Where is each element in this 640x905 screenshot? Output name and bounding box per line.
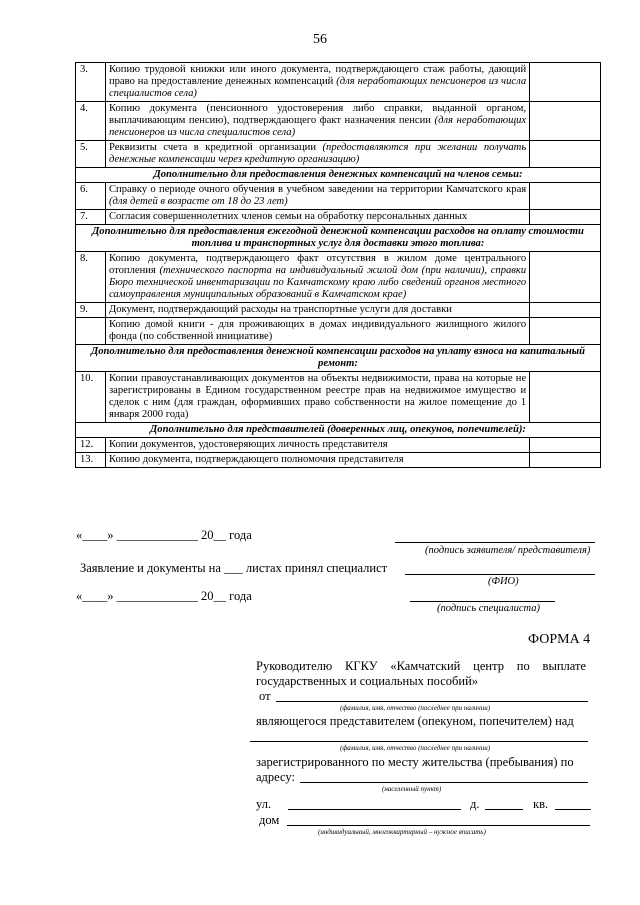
row-mark-cell [530, 453, 601, 468]
section-row [76, 345, 601, 372]
date-line-2: «____» _____________ 20__ года [76, 589, 252, 603]
house-line [485, 809, 523, 810]
table-row [76, 210, 601, 225]
documents-table [75, 62, 601, 468]
row-text: Копию домой книги - для проживающих в домах индивидуального жилищного жилого фонда (по собственной инициативе) [105, 318, 529, 345]
row-mark-cell [530, 303, 601, 318]
applicant-name-line [276, 701, 588, 702]
row-mark-cell [530, 102, 601, 141]
row-text: Копию трудовой книжки или иного документа, подтверждающего стаж работы, дающий право на предоставление денежных компенсаций (для неработающих пенсионеров из числа специалистов села) [105, 63, 529, 102]
house-type-caption: (индивидуальный, многоквартирный – нужное вписать) [318, 828, 486, 836]
row-mark-cell [530, 141, 601, 168]
row-mark-cell [530, 183, 601, 210]
row-mark-cell [530, 210, 601, 225]
locality-line [300, 782, 588, 783]
ward-name-line [250, 741, 588, 742]
row-number: 6. [76, 183, 106, 210]
table-row [76, 102, 601, 141]
addressee: Руководителю КГКУ «Камчатский центр по выплате государственных и социальных пособий» [256, 659, 586, 688]
row-text: Документ, подтверждающий расходы на транспортные услуги для доставки [105, 303, 529, 318]
table-row [76, 438, 601, 453]
apt-label: кв. [533, 797, 549, 811]
table-row [76, 63, 601, 102]
table-row [76, 372, 601, 423]
section-row [76, 225, 601, 252]
section-row [76, 423, 601, 438]
section-repair-header: Дополнительно для предоставления денежной компенсации расходов на уплату взноса на капитальный ремонт: [76, 345, 601, 372]
form-title: ФОРМА 4 [528, 632, 591, 647]
table-row [76, 183, 601, 210]
page-number: 56 [313, 32, 327, 47]
row-number: 12. [76, 438, 106, 453]
section-row [76, 168, 601, 183]
fio-caption: (ФИО) [488, 576, 519, 587]
row-text: Согласия совершеннолетних членов семьи на обработку персональных данных [105, 210, 529, 225]
dom-label: дом [259, 813, 280, 827]
street-line [288, 809, 461, 810]
fio-caption-2: (фамилия, имя, отчество (последнее при наличии) [340, 744, 491, 752]
table-row [76, 453, 601, 468]
applicant-signature-caption: (подпись заявителя/ представителя) [425, 545, 591, 556]
street-label: ул. [256, 797, 272, 811]
row-number: 4. [76, 102, 106, 141]
from-label: от [259, 689, 271, 703]
row-mark-cell [530, 372, 601, 423]
row-text: Копию документа, подтверждающего факт отсутствия в жилом доме центрального отопления (технического паспорта на индивидуальный жилой дом (при наличии), справки Бюро технической инвентаризации по Камчатскому краю либо сведений органов местного самоуправления муниципальных образований в Камчатском крае) [105, 252, 529, 303]
row-text: Реквизиты счета в кредитной организации (предоставляются при желании получать денежные компенсации через кредитную организацию) [105, 141, 529, 168]
section-family-header: Дополнительно для предоставления денежных компенсаций на членов семьи: [76, 168, 601, 183]
table-row [76, 141, 601, 168]
row-text: Копию документа (пенсионного удостоверения либо справки, выданной органом, выплачивающим пенсию), подтверждающего факт назначения пенсии (для неработающих пенсионеров из числа специалистов села) [105, 102, 529, 141]
specialist-signature-caption: (подпись специалиста) [437, 603, 541, 614]
fio-line [405, 574, 595, 575]
row-number: 8. [76, 252, 106, 303]
row-number: 3. [76, 63, 106, 102]
row-text: Копии документов, удостоверяющих личность представителя [105, 438, 529, 453]
date-line-1: «____» _____________ 20__ года [76, 528, 252, 542]
row-text: Копию документа, подтверждающего полномочия представителя [105, 453, 529, 468]
row-number [76, 318, 106, 345]
table-row [76, 318, 601, 345]
row-number: 5. [76, 141, 106, 168]
house-type-line [287, 825, 590, 826]
row-text: Справку о периоде очного обучения в учебном заведении на территории Камчатского края (для детей в возрасте от 18 до 23 лет) [105, 183, 529, 210]
table-row [76, 252, 601, 303]
row-text: Копии правоустанавливающих документов на объекты недвижимости, права на которые не зарегистрированы в Едином государственном реестре прав на недвижимое имущество и сделок с ним (для граждан, оформивших право собственности на жилое помещение до 1 января 2000 года) [105, 372, 529, 423]
row-number: 10. [76, 372, 106, 423]
row-number: 13. [76, 453, 106, 468]
house-label: д. [470, 797, 480, 811]
fio-caption-1: (фамилия, имя, отчество (последнее при наличии) [340, 704, 491, 712]
row-number: 7. [76, 210, 106, 225]
address-label: адресу: [256, 770, 295, 784]
row-mark-cell [530, 252, 601, 303]
apt-line [555, 809, 591, 810]
table-row [76, 303, 601, 318]
section-fuel-header: Дополнительно для предоставления ежегодной денежной компенсации расходов на оплату стоимости топлива и транспортных услуг для доставки этого топлива: [76, 225, 601, 252]
locality-caption: (населенный пункт) [382, 785, 442, 793]
specialist-signature-line [410, 601, 555, 602]
representative-text: являющегося представителем (опекуном, попечителем) над [256, 714, 574, 728]
row-mark-cell [530, 438, 601, 453]
registered-text: зарегистрированного по месту жительства (пребывания) по [256, 755, 574, 769]
accepted-text: Заявление и документы на ___ листах принял специалист [80, 561, 388, 575]
applicant-signature-line [395, 542, 595, 543]
row-number: 9. [76, 303, 106, 318]
section-reps-header: Дополнительно для представителей (доверенных лиц, опекунов, попечителей): [76, 423, 601, 438]
row-mark-cell [530, 63, 601, 102]
row-mark-cell [530, 318, 601, 345]
